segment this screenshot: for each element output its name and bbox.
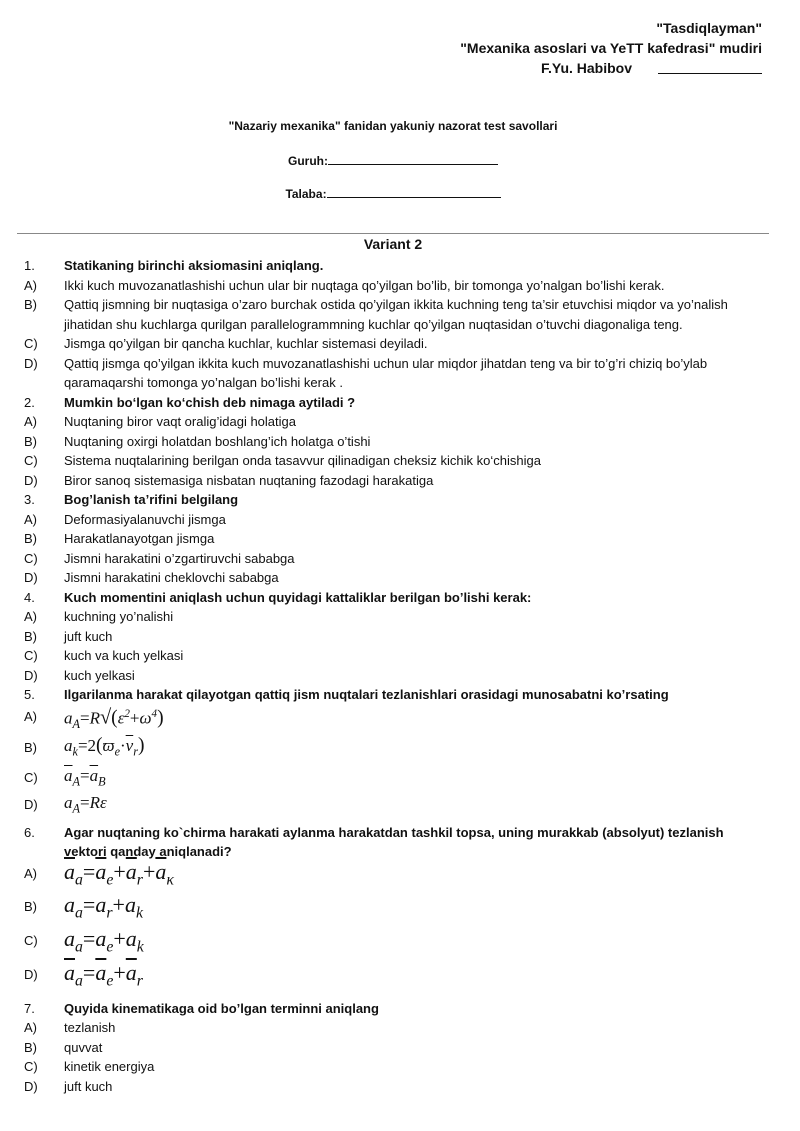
option-2a (24, 412, 764, 432)
student-label: Talaba: (285, 187, 327, 201)
option-label: C) (24, 550, 38, 566)
question-number: 3. (24, 492, 35, 507)
option-7c (24, 1057, 764, 1077)
question-text: Ilgarilanma harakat qilayotgan qattiq jism nuqtalari tezlanishlari orasidagi munosabatni ko’rsating (64, 687, 669, 702)
question-number: 6. (24, 824, 35, 840)
option-label: C) (24, 932, 38, 948)
variant-title: Variant 2 (363, 236, 423, 252)
option-text: kuch va kuch yelkasi (64, 648, 184, 663)
formula-6a: $\overline{a}_a=\overline{a}_e+\overline{a}_r+\overline{a}_\kappa$ (64, 858, 174, 889)
option-label: D) (24, 1078, 38, 1094)
option-1b (24, 295, 764, 334)
option-1d (24, 354, 764, 393)
option-4d (24, 666, 764, 686)
question-number: 5. (24, 687, 35, 702)
option-label: B) (24, 898, 37, 914)
option-text: Ikki kuch muvozanatlashishi uchun ular bir nuqtaga qo’yilgan bo’lib, bir tomonga yo’nalgan bo’lishi kerak. (64, 277, 665, 293)
approval-line-2: "Mexanika asoslari va YeTT kafedrasi" mudiri (460, 40, 762, 56)
option-3a (24, 510, 764, 530)
option-text: Nuqtaning biror vaqt oralig’idagi holatiga (64, 414, 296, 429)
option-7d (24, 1077, 764, 1097)
approval-line-1: "Tasdiqlayman" (656, 20, 762, 36)
student-field (0, 185, 786, 201)
option-text: kuch yelkasi (64, 667, 135, 683)
approval-block (460, 18, 762, 78)
option-label: D) (24, 966, 38, 982)
option-label: B) (24, 628, 37, 644)
option-label: D) (24, 355, 38, 371)
test-title: "Nazariy mexanika" fanidan yakuniy nazorat test savollari (228, 119, 558, 133)
question-4 (24, 588, 764, 608)
option-text: Biror sanoq sistemasiga nisbatan nuqtaning fazodagi harakatiga (64, 472, 434, 488)
option-label: D) (24, 570, 38, 585)
option-label: C) (24, 769, 38, 785)
option-label: A) (24, 1020, 37, 1035)
option-label: B) (24, 1039, 37, 1055)
question-2 (24, 393, 764, 413)
option-7b (24, 1038, 764, 1058)
option-text: Harakatlanayotgan jismga (64, 531, 215, 546)
question-text: Mumkin bo‘lgan ko‘chish deb nimaga aytiladi ? (64, 394, 356, 410)
approver-name: F.Yu. Habibov (540, 60, 632, 76)
option-label: D) (24, 796, 38, 812)
approval-line-3 (460, 58, 762, 78)
option-5c (24, 766, 764, 793)
question-3 (24, 490, 764, 510)
option-6d (24, 959, 764, 999)
option-label: B) (24, 531, 37, 546)
option-3b (24, 529, 764, 549)
option-label: C) (24, 453, 38, 468)
question-number: 1. (24, 258, 35, 273)
formula-5a: $a_A=R√(\varepsilon^2+\omega^4)$ (64, 706, 164, 731)
option-text: tezlanish (64, 1020, 116, 1035)
question-6 (24, 823, 764, 862)
option-text: quvvat (64, 1039, 103, 1055)
option-label: C) (24, 648, 38, 663)
option-5b (24, 736, 764, 766)
option-label: C) (24, 336, 38, 351)
question-1 (24, 256, 764, 276)
horizontal-divider (17, 233, 769, 234)
formula-5c: $\overline{a}_A=\overline{a}_B$ (64, 765, 106, 788)
formula-6b: $a_a=a_r+a_k$ (64, 891, 143, 922)
option-text: Sistema nuqtalarining berilgan onda tasavvur qilinadigan cheksiz kichik ko‘chishiga (64, 453, 541, 468)
group-label: Guruh: (288, 154, 328, 168)
formula-5d: $a_A=R\varepsilon$ (64, 792, 107, 815)
formula-6c: $a_a=a_e+a_k$ (64, 925, 144, 956)
option-text: Qattiq jismga qo’yilgan ikkita kuch muvozanatlashishi uchun ular miqdor jihatdan teng va bir to’g’ri chiziq bo’ylab qaramaqarshi tomonga yo’nalgan bo’lishi kerak . (64, 355, 708, 390)
option-label: A) (24, 865, 37, 881)
option-text: Nuqtaning oxirgi holatdan boshlang’ich holatga o’tishi (64, 433, 371, 449)
option-2b (24, 432, 764, 452)
option-label: A) (24, 609, 37, 624)
question-text: Kuch momentini aniqlash uchun quyidagi kattaliklar berilgan bo’lishi kerak: (64, 589, 532, 605)
student-blank-line (327, 185, 501, 198)
option-label: B) (24, 433, 37, 449)
option-1a (24, 276, 764, 296)
option-4a (24, 607, 764, 627)
option-2c (24, 451, 764, 471)
option-label: D) (24, 472, 38, 488)
option-5d (24, 793, 764, 821)
option-label: A) (24, 277, 37, 293)
option-label: C) (24, 1059, 38, 1074)
option-1c (24, 334, 764, 354)
question-text: Agar nuqtaning ko`chirma harakati aylanma harakatdan tashkil topsa, uning murakkab (absolyut) tezlanish vektori qanday aniqlanadi? (64, 824, 724, 859)
option-text: kinetik energiya (64, 1059, 155, 1074)
option-4c (24, 646, 764, 666)
option-7a (24, 1018, 764, 1038)
option-3c (24, 549, 764, 569)
option-text: Jismni harakatini cheklovchi sababga (64, 570, 279, 585)
signature-blank (658, 58, 762, 74)
option-6a (24, 858, 764, 895)
question-list (24, 256, 764, 1096)
option-label: B) (24, 297, 37, 312)
option-2d (24, 471, 764, 491)
option-text: juft kuch (64, 628, 113, 644)
option-label: A) (24, 511, 37, 527)
option-text: Jismga qo’yilgan bir qancha kuchlar, kuchlar sistemasi deyiladi. (64, 336, 428, 351)
formula-6d: $\overline{a}_a=\overline{a}_e+\overline{a}_r$ (64, 959, 143, 990)
option-6b (24, 891, 764, 929)
question-text: Statikaning birinchi aksiomasini aniqlang. (64, 258, 324, 273)
question-number: 4. (24, 589, 35, 605)
option-text: Jismni harakatini o’zgartiruvchi sababga (64, 550, 295, 566)
question-text: Bog’lanish ta’rifini belgilang (64, 492, 239, 507)
question-text: Quyida kinematikaga oid bo’lgan terminni aniqlang (64, 1000, 379, 1016)
option-3d (24, 568, 764, 588)
option-text: Deformasiyalanuvchi jismga (64, 511, 226, 527)
group-blank-line (328, 152, 498, 165)
option-4b (24, 627, 764, 647)
option-text: Qattiq jismning bir nuqtasiga o’zaro burchak ostida qo’yilgan ikkita kuchning teng ta’sir etuvchisi miqdor va yo’nalish jihatidan shu kuchlarga qurilgan parallelogrammning kuchlar qo’yilgan nuqtasidan o’tuvchi diagonaliga teng. (64, 297, 728, 332)
option-label: A) (24, 414, 37, 429)
formula-5b: $a_k=2(ϖ_e\cdot\overline{v}_r)$ (64, 734, 145, 758)
option-label: D) (24, 667, 38, 683)
group-field (0, 152, 786, 168)
option-label: A) (24, 708, 37, 724)
option-6c (24, 925, 764, 963)
option-5a (24, 705, 764, 736)
option-text: kuchning yo’nalishi (64, 609, 174, 624)
question-number: 2. (24, 394, 35, 410)
question-7 (24, 999, 764, 1019)
question-number: 7. (24, 1000, 35, 1016)
option-text: juft kuch (64, 1078, 113, 1094)
question-5 (24, 685, 764, 705)
option-label: B) (24, 739, 37, 755)
